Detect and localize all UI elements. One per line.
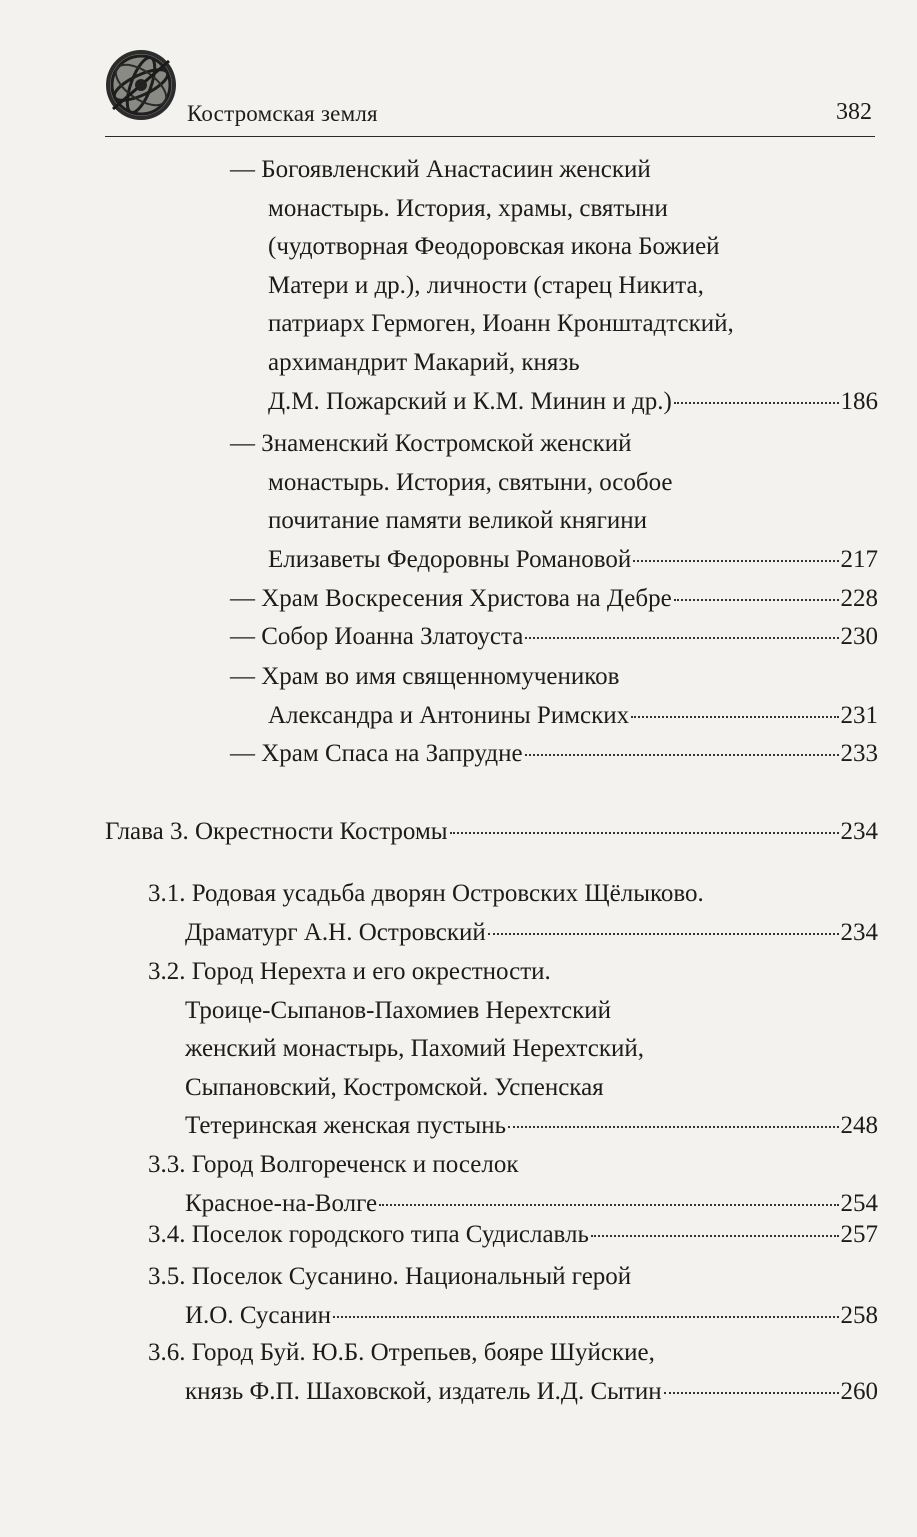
toc-entry-text: — Знаменский Костромской женский <box>230 430 632 457</box>
toc-entry-page-number: 231 <box>840 701 878 729</box>
dot-leader <box>525 754 839 756</box>
toc-entry-text: патриарх Гермоген, Иоанн Кронштадтский, <box>268 310 734 338</box>
toc-entry-line <box>185 1073 604 1103</box>
toc-entry-line <box>185 996 611 1026</box>
toc-entry-text: 3.1. Родовая усадьба дворян Островских Щёлыково. <box>148 880 704 907</box>
dot-leader <box>450 832 839 834</box>
toc-entry-page-number: 248 <box>840 1112 878 1140</box>
toc-entry-text: князь Ф.П. Шаховской, издатель И.Д. Сытин <box>185 1377 662 1405</box>
toc-entry-line-last <box>185 1301 878 1331</box>
toc-entry-text: Елизаветы Федоровны Романовой <box>268 545 632 573</box>
toc-entry-line-last <box>268 545 878 575</box>
toc-entry-text: монастырь. История, святыни, особое <box>268 468 673 496</box>
toc-entry-line <box>148 1338 655 1368</box>
toc-entry-line-last <box>105 817 878 847</box>
toc-entry-line-last <box>148 1220 878 1250</box>
toc-entry-line-last <box>185 918 878 948</box>
toc-entry-text: 3.3. Город Волгореченск и поселок <box>148 1151 519 1178</box>
toc-entry-line-last <box>185 1377 878 1407</box>
toc-entry-text: 3.4. Поселок городского типа Судиславль <box>148 1221 589 1248</box>
dot-leader <box>488 933 839 935</box>
toc-entry-line <box>268 506 647 536</box>
toc-entry-line-last <box>185 1111 878 1141</box>
toc-entry-text: Глава 3. Окрестности Костромы <box>105 818 448 845</box>
armillary-sphere-emblem <box>103 47 179 123</box>
toc-entry-text: Тетеринская женская пустынь <box>185 1112 507 1140</box>
toc-entry-text: — Храм во имя священномучеников <box>230 663 620 690</box>
running-header-title: Костромская земля <box>187 101 378 126</box>
dot-leader <box>379 1204 838 1206</box>
dot-leader <box>664 1392 839 1394</box>
toc-entry-line <box>230 429 632 459</box>
toc-entry-line <box>268 309 734 339</box>
toc-entry-line <box>148 1150 518 1180</box>
toc-entry-page-number: 254 <box>840 1189 878 1217</box>
dot-leader <box>333 1316 838 1318</box>
toc-entry-text: — Храм Воскресения Христова на Дебре <box>230 585 672 612</box>
toc-entry-line-last <box>268 387 878 417</box>
toc-entry-line <box>268 348 580 378</box>
toc-entry-text: почитание памяти великой княгини <box>268 507 647 535</box>
toc-entry-page-number: 233 <box>840 740 878 767</box>
toc-entry-page-number: 186 <box>840 387 878 415</box>
toc-entry-page-number: 228 <box>840 585 878 612</box>
toc-entry-text: — Богоявленский Анастасиин женский <box>230 156 651 183</box>
dot-leader <box>674 402 839 404</box>
toc-entry-line <box>230 155 651 185</box>
toc-entry-text: женский монастырь, Пахомий Нерехтский, <box>185 1035 645 1063</box>
toc-entry-text: (чудотворная Феодоровская икона Божией <box>268 233 720 261</box>
toc-entry-text: Красное-на-Волге <box>185 1189 378 1217</box>
toc-entry-text: Троице-Сыпанов-Пахомиев Нерехтский <box>185 996 612 1024</box>
dot-leader <box>591 1235 839 1237</box>
toc-entry-text: монастырь. История, храмы, святыни <box>268 194 668 222</box>
toc-entry-line-last <box>230 584 878 614</box>
toc-entry-line-last <box>230 739 878 769</box>
toc-entry-page-number: 258 <box>840 1301 878 1329</box>
page-number: 382 <box>836 99 872 125</box>
toc-entry-text: Драматург А.Н. Островский <box>185 918 486 946</box>
dot-leader <box>508 1126 838 1128</box>
toc-entry-text: Матери и др.), личности (старец Никита, <box>268 271 704 299</box>
toc-entry-text: 3.5. Поселок Сусанино. Национальный герой <box>148 1263 632 1290</box>
toc-entry-text: архимандрит Макарий, князь <box>268 349 580 376</box>
toc-entry-page-number: 230 <box>840 623 878 650</box>
toc-entry-text: И.О. Сусанин <box>185 1301 332 1329</box>
toc-entry-line-last <box>230 622 878 652</box>
toc-entry-text: 3.6. Город Буй. Ю.Б. Отрепьев, бояре Шуйские, <box>148 1339 655 1366</box>
toc-entry-text: Д.М. Пожарский и К.М. Минин и др.) <box>268 387 672 415</box>
header-divider <box>105 136 875 137</box>
toc-entry-line <box>268 271 704 301</box>
dot-leader <box>674 599 839 601</box>
toc-entry-line <box>268 468 673 498</box>
dot-leader <box>631 716 838 718</box>
toc-entry-text: — Собор Иоанна Златоуста <box>230 623 524 650</box>
toc-entry-page-number: 234 <box>840 918 878 946</box>
toc-entry-text: Сыпановский, Костромской. Успенская <box>185 1073 604 1101</box>
toc-entry-page-number: 260 <box>840 1377 878 1405</box>
toc-entry-page-number: 234 <box>840 818 878 845</box>
toc-entry-line <box>148 1262 631 1292</box>
toc-entry-line <box>230 662 619 692</box>
toc-entry-line-last <box>185 1189 878 1219</box>
toc-entry-page-number: 257 <box>840 1221 878 1248</box>
toc-entry-text: Александра и Антонины Римских <box>268 701 630 729</box>
toc-entry-line <box>268 194 668 224</box>
toc-entry-line <box>148 879 704 909</box>
toc-entry-line <box>148 957 551 987</box>
toc-entry-page-number: 217 <box>840 545 878 573</box>
toc-entry-text: 3.2. Город Нерехта и его окрестности. <box>148 958 551 985</box>
dot-leader <box>633 560 838 562</box>
toc-entry-text: — Храм Спаса на Запрудне <box>230 740 523 767</box>
toc-entry-line <box>268 232 720 262</box>
toc-entry-line-last <box>268 701 878 731</box>
toc-entry-line <box>185 1034 644 1064</box>
dot-leader <box>525 637 838 639</box>
